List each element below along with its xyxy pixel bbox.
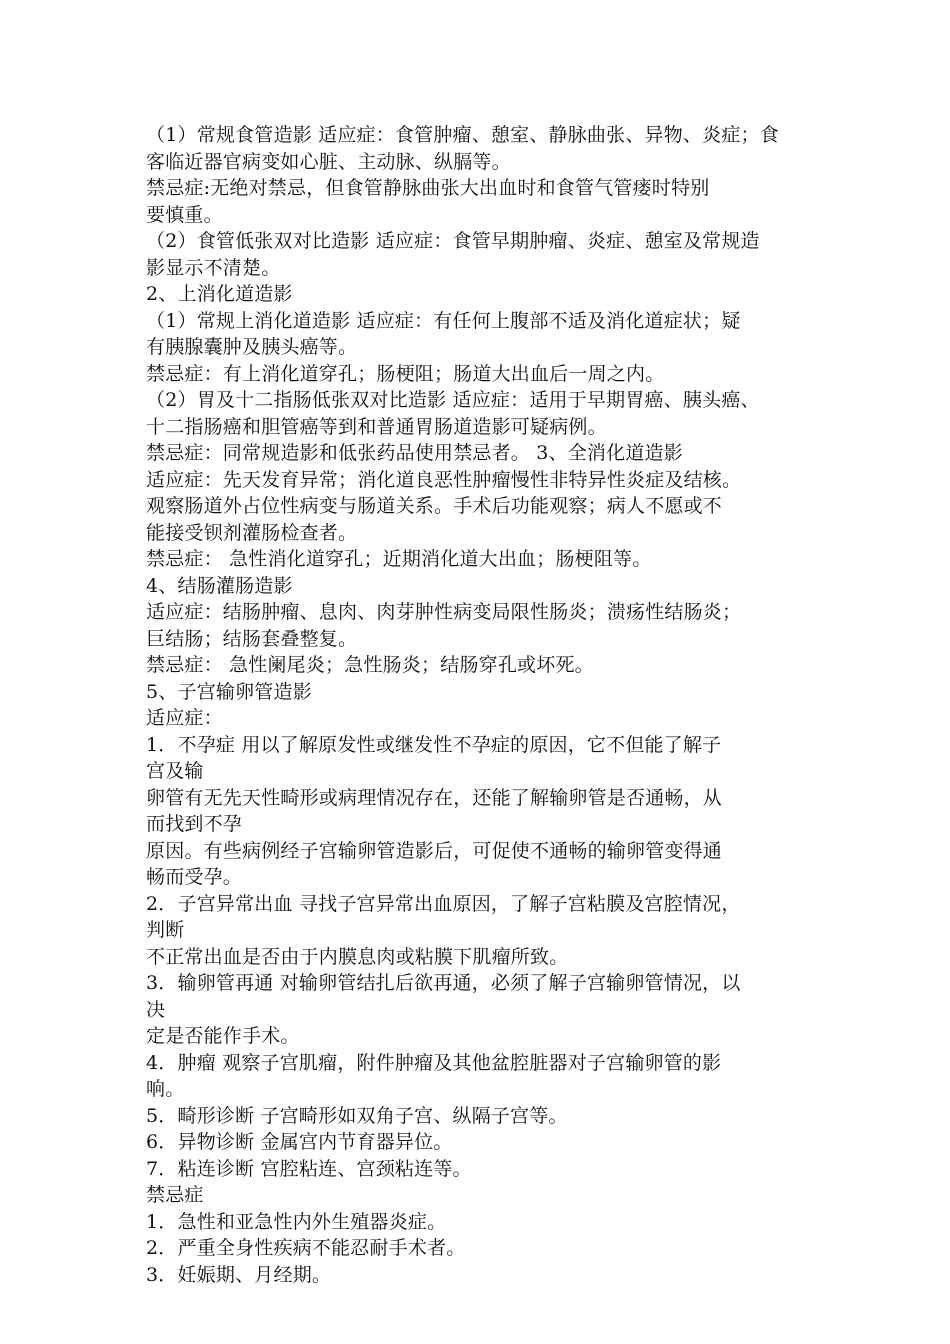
section-heading: 2、上消化道造影	[146, 283, 293, 305]
text-line: 而找到不孕	[146, 813, 243, 835]
section-heading: 5、子宫输卵管造影	[146, 680, 312, 703]
text-line: 3．妊娠期、月经期。	[146, 1263, 332, 1286]
text-line: 1．急性和亚急性内外生殖器炎症。	[146, 1210, 447, 1233]
text-line: 禁忌症： 急性阑尾炎；急性肠炎；结肠穿孔或坏死。	[146, 654, 594, 676]
text-line: 宫及输	[146, 760, 204, 782]
text-line: 3．输卵管再通 对输卵管结扎后欲再通，必须了解子宫输卵管情况，以	[146, 972, 741, 994]
text-line: 4．肿瘤 观察子宫肌瘤，附件肿瘤及其他盆腔脏器对子宫输卵管的影	[146, 1051, 722, 1074]
document-body	[146, 122, 826, 1288]
text-line: 定是否能作手术。	[146, 1025, 300, 1047]
text-line: 禁忌症:无绝对禁忌，但食管静脉曲张大出血时和食管气管瘘时特别	[146, 177, 710, 199]
text-line: 有胰腺囊肿及胰头癌等。	[146, 336, 358, 358]
text-line: 2．子宫异常出血 寻找子宫异常出血原因，了解子宫粘膜及宫腔情况，	[146, 892, 741, 915]
text-line: 1．不孕症 用以了解原发性或继发性不孕症的原因，它不但能了解子	[146, 733, 722, 756]
text-line: 卵管有无先天性畸形或病理情况存在，还能了解输卵管是否通畅，从	[146, 786, 723, 809]
text-line: 禁忌症：有上消化道穿孔；肠梗阻；肠道大出血后一周之内。	[146, 362, 665, 385]
text-line: 不正常出血是否由于内膜息肉或粘膜下肌瘤所致。	[146, 945, 569, 968]
text-line: 判断	[146, 919, 185, 941]
text-line: 适应症：	[146, 707, 223, 729]
text-line: 适应症：先天发育异常；消化道良恶性肿瘤慢性非特异性炎症及结核。	[146, 468, 742, 491]
text-line: （1）常规食管造影 适应症：食管肿瘤、憩室、静脉曲张、异物、炎症；食	[146, 124, 779, 146]
text-line: （1）常规上消化道造影 适应症：有任何上腹部不适及消化道症状；疑	[146, 309, 741, 332]
text-line: 7．粘连诊断 宫腔粘连、宫颈粘连等。	[146, 1157, 472, 1180]
text-line: 观察肠道外占位性病变与肠道关系。手术后功能观察；病人不愿或不	[146, 495, 723, 517]
text-line: 2．严重全身性疾病不能忍耐手术者。	[146, 1237, 466, 1259]
text-line: （2）食管低张双对比造影 适应症：食管早期肿瘤、炎症、憩室及常规造	[146, 230, 760, 252]
text-line: 畅而受孕。	[146, 866, 243, 888]
text-line: 禁忌症：同常规造影和低张药品使用禁忌者。 3、全消化道造影	[146, 442, 683, 464]
text-line: 决	[146, 998, 166, 1021]
text-line: （2）胃及十二指肠低张双对比造影 适应症：适用于早期胃癌、胰头癌、	[146, 389, 760, 411]
text-line: 客临近器官病变如心脏、主动脉、纵膈等。	[146, 150, 511, 173]
section-heading: 禁忌症	[146, 1184, 204, 1206]
text-line: 适应症：结肠肿瘤、息肉、肉芽肿性病变局限性肠炎；溃疡性结肠炎；	[146, 601, 742, 623]
text-line: 十二指肠癌和胆管癌等到和普通胃肠道造影可疑病例。	[146, 415, 607, 438]
text-line: 巨结肠；结肠套叠整复。	[146, 627, 358, 650]
text-line: 5．畸形诊断 子宫畸形如双角子宫、纵隔子宫等。	[146, 1104, 568, 1127]
section-heading: 4、结肠灌肠造影	[146, 574, 293, 597]
text-line: 要慎重。	[146, 203, 223, 226]
text-line: 能接受钡剂灌肠检查者。	[146, 521, 358, 544]
text-line: 原因。有些病例经子宫输卵管造影后，可促使不通畅的输卵管变得通	[146, 839, 723, 862]
text-line: 响。	[146, 1078, 185, 1100]
text-line: 6．异物诊断 金属宫内节育器异位。	[146, 1131, 453, 1153]
text-line: 影显示不清楚。	[146, 256, 281, 279]
text-line: 禁忌症： 急性消化道穿孔；近期消化道大出血；肠梗阻等。	[146, 548, 652, 570]
